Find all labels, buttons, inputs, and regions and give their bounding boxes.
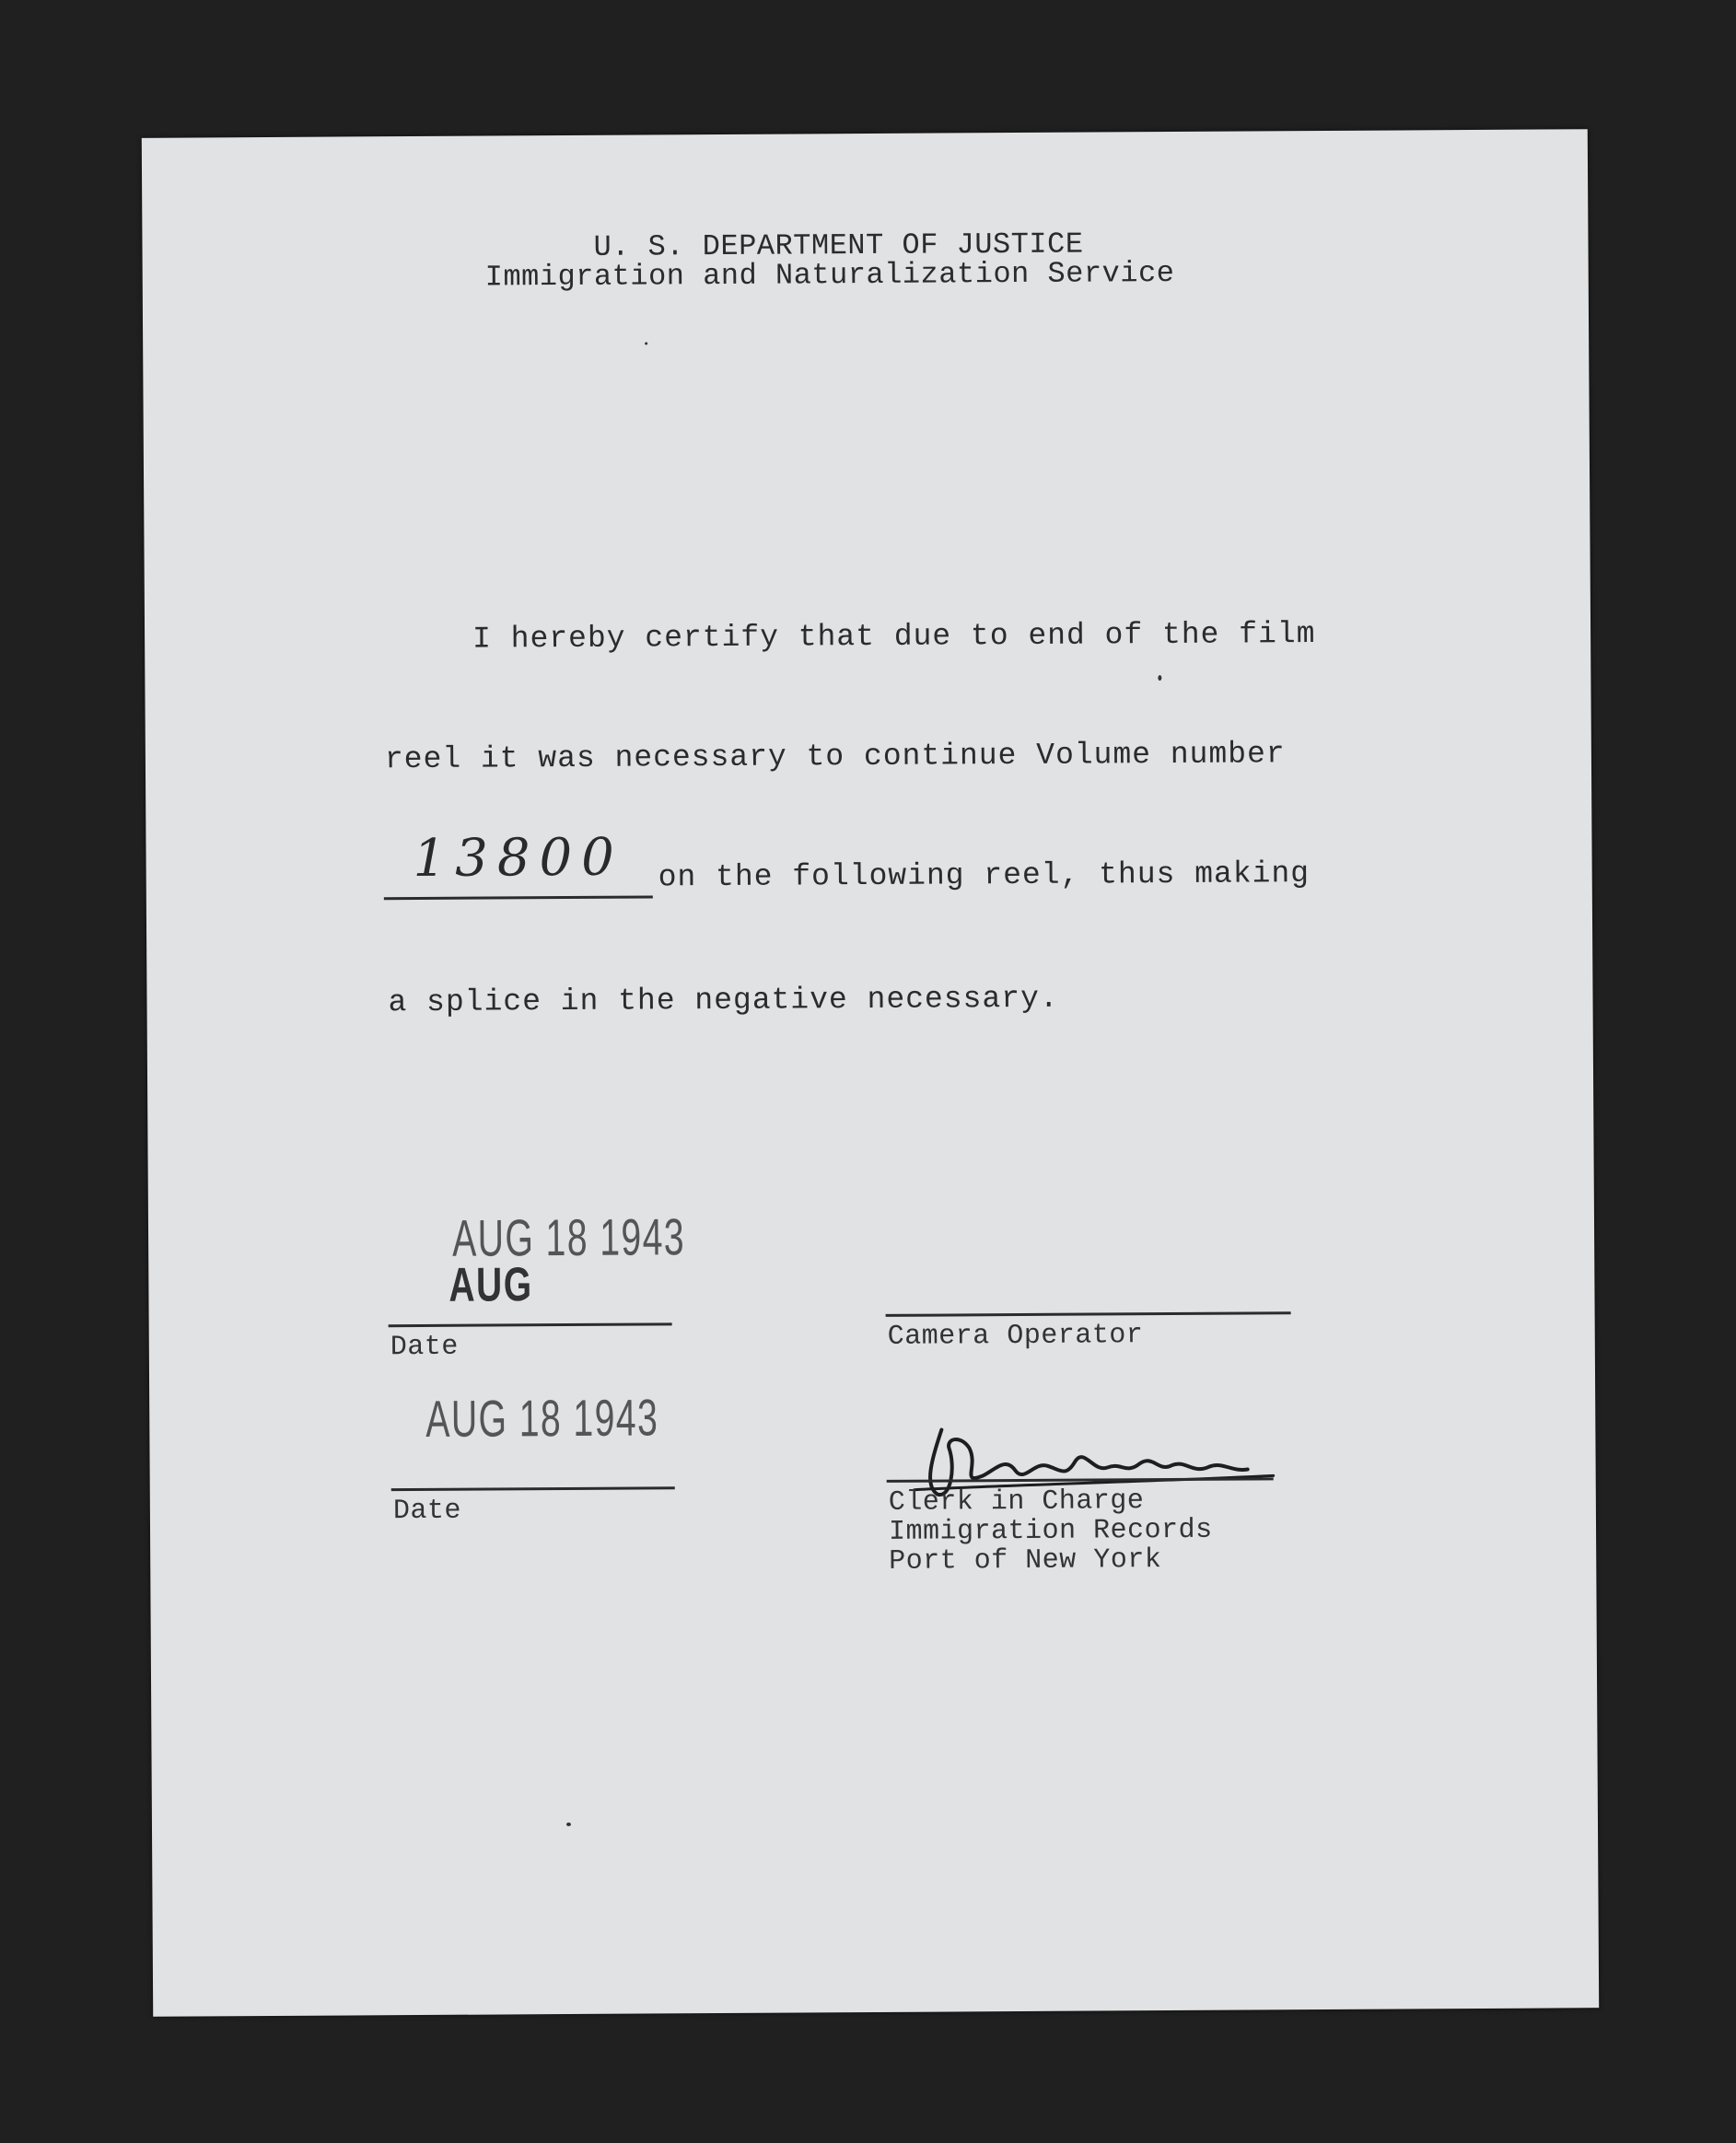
date-stamp-partial: AUG [449,1258,533,1312]
certification-line-4: a splice in the negative necessary. [388,981,1059,1020]
camera-operator-caption: Camera Operator [887,1320,1144,1353]
camera-operator-line [886,1311,1291,1317]
certification-line-3: on the following reel, thus making [658,856,1311,895]
date-line-2 [391,1486,675,1491]
date-stamp-1: AUG 18 1943 [451,1207,686,1267]
certification-line-1: I hereby certify that due to end of the film [472,617,1316,657]
document-page [142,129,1599,2017]
service-heading: Immigration and Naturalization Service [484,255,1175,295]
date-caption-1: Date [390,1331,459,1364]
date-stamp-2: AUG 18 1943 [425,1388,659,1448]
date-caption-2: Date [392,1495,462,1528]
clerk-caption-office: Immigration Records [888,1514,1213,1548]
department-heading: U. S. DEPARTMENT OF JUSTICE [593,227,1084,264]
volume-number-underline [384,895,653,900]
paper-speck [566,1823,571,1826]
certification-line-2: reel it was necessary to continue Volume number [384,737,1286,777]
paper-speck [1158,675,1161,681]
paper-speck [645,342,647,344]
date-line-1 [389,1322,672,1327]
clerk-caption-title: Clerk in Charge [888,1485,1145,1519]
clerk-caption-port: Port of New York [889,1544,1162,1578]
handwritten-volume-number: 13800 [413,827,623,890]
